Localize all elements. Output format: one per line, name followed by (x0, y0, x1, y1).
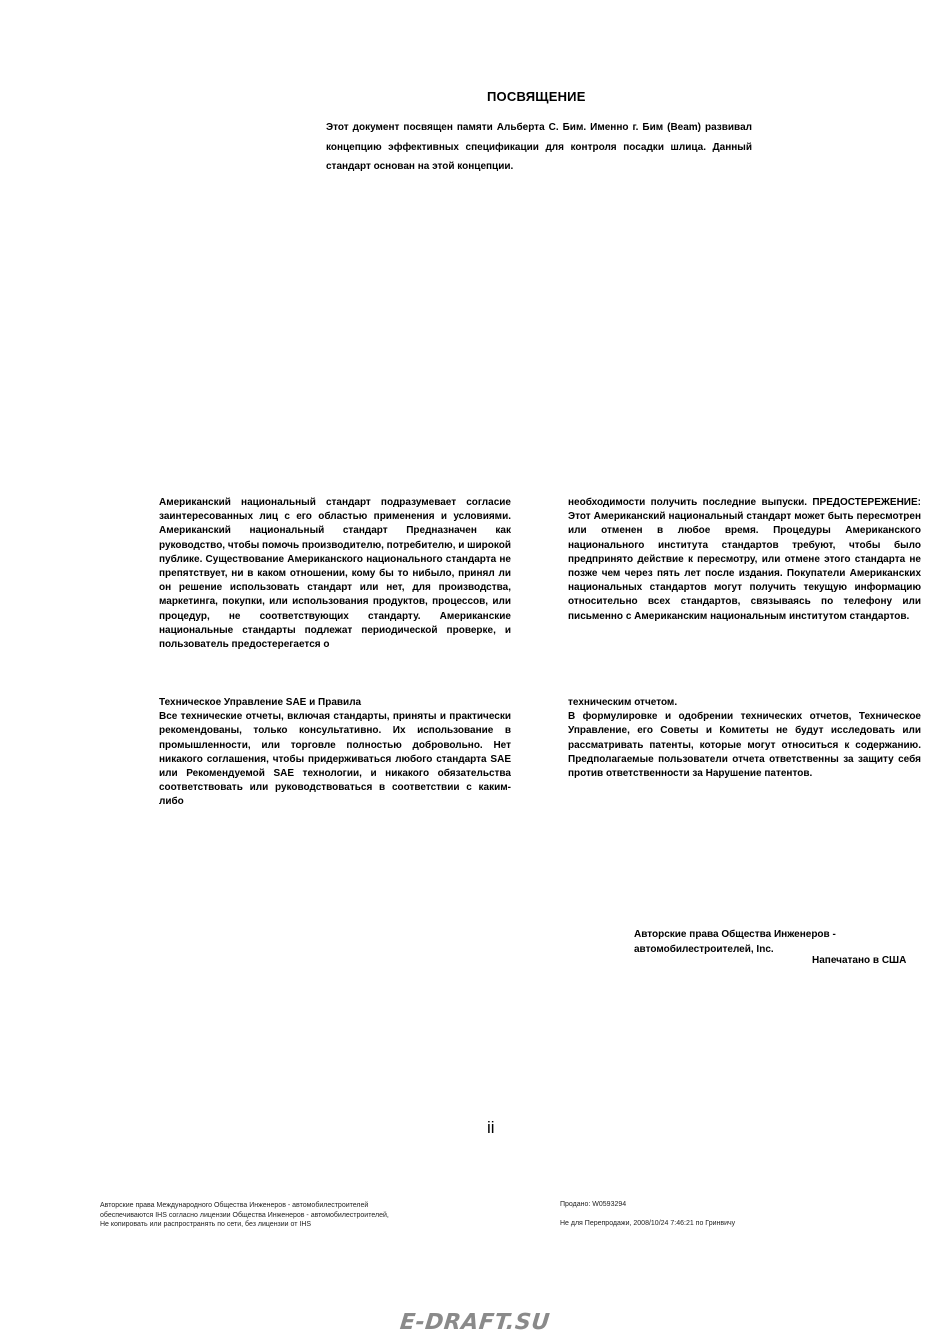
footer-line-2: обеспечиваются IHS согласно лицензии Общества Инженеров - автомобилестроителей, (100, 1211, 389, 1219)
ansi-notice-left-column: Американский национальный стандарт подразумевает согласие заинтересованных лиц с его областью применения и условиями. Американский национальный стандарт Предназначен как руководство, чтобы помочь производителю, потребителю, и широкой публике. Существование Американского национального стандарта не препятствует, ни в каком отношении, кому бы то нибыло, принял ли он решение использовать стандарт или нет, для производства, маркетинга, покупки, или использования продуктов, процессов, или процедур, не соответствующих стандарту. Американские национальные стандарты подлежат периодической проверке, и пользователь предостерегается о (159, 497, 512, 651)
sae-rules-left-text: Все технические отчеты, включая стандарты, приняты и практически рекомендованы, только консультативно. Их использование в промышленности, или торговле полностью добровольно. Нет никакого соглашения, чтобы придерживаться любого стандарта SAE или Рекомендуемой SAE технологии, и никакого обязательства соответствовать или руководствоваться в соответствии с каким-либо (159, 711, 511, 808)
footer-sold-id: Продано: W0593294 (560, 1201, 627, 1208)
page-title: ПОСВЯЩЕНИЕ (487, 89, 586, 104)
printed-in-usa: Напечатано в США (812, 955, 907, 966)
sae-rules-right-column (568, 696, 921, 781)
dedication-paragraph: Этот документ посвящен памяти Альберта С. Бим. Именно г. Бим (Beam) развивал концепцию эффективных спецификации для контроля посадки шлица. Данный стандарт основан на этой концепции. (326, 122, 752, 172)
copyright-notice (634, 927, 874, 957)
footer-not-for-resale: Не для Перепродажи, 2008/10/24 7:46:21 по Гринвичу (560, 1220, 736, 1227)
copyright-line-1: Авторские права Общества Инженеров - (634, 929, 836, 940)
footer-license-notice (100, 1201, 389, 1230)
watermark: E-DRAFT.SU (398, 1310, 552, 1335)
footer-line-3: Не копировать или распространять по сети, без лицензии от IHS (100, 1221, 312, 1228)
sae-rules-right-first-line: техническим отчетом. (568, 697, 678, 708)
page-number: ii (487, 1118, 495, 1137)
ansi-notice-right-column: необходимости получить последние выпуски. ПРЕДОСТЕРЕЖЕНИЕ: Этот Американский национальный стандарт может быть пересмотрен или отменен в любое время. Процедуры Американского национального института стандартов требуют, чтобы было предпринято действие к пересмотру, или отмене этого стандарта не позже чем через пять лет после издания. Покупатели Американских национальных стандартов могут получить текущую информацию относительно всех стандартов, связываясь по телефону или письменно с Американским национальным институтом стандартов. (568, 497, 921, 622)
sae-rules-right-text: В формулировке и одобрении технических отчетов, Техническое Управление, его Советы и Комитеты не будут исследовать или рассматривать патенты, которые могут относиться к содержанию. Предполагаемые пользователи отчета ответственны за защиту себя против ответственности за Нарушение патентов. (568, 711, 921, 780)
sae-rules-heading: Техническое Управление SAE и Правила (159, 697, 362, 708)
copyright-line-2: автомобилестроителей, Inc. (634, 944, 774, 955)
sae-rules-left-column (159, 696, 511, 810)
footer-line-1: Авторские права Международного Общества Инженеров - автомобилестроителей (100, 1202, 369, 1209)
